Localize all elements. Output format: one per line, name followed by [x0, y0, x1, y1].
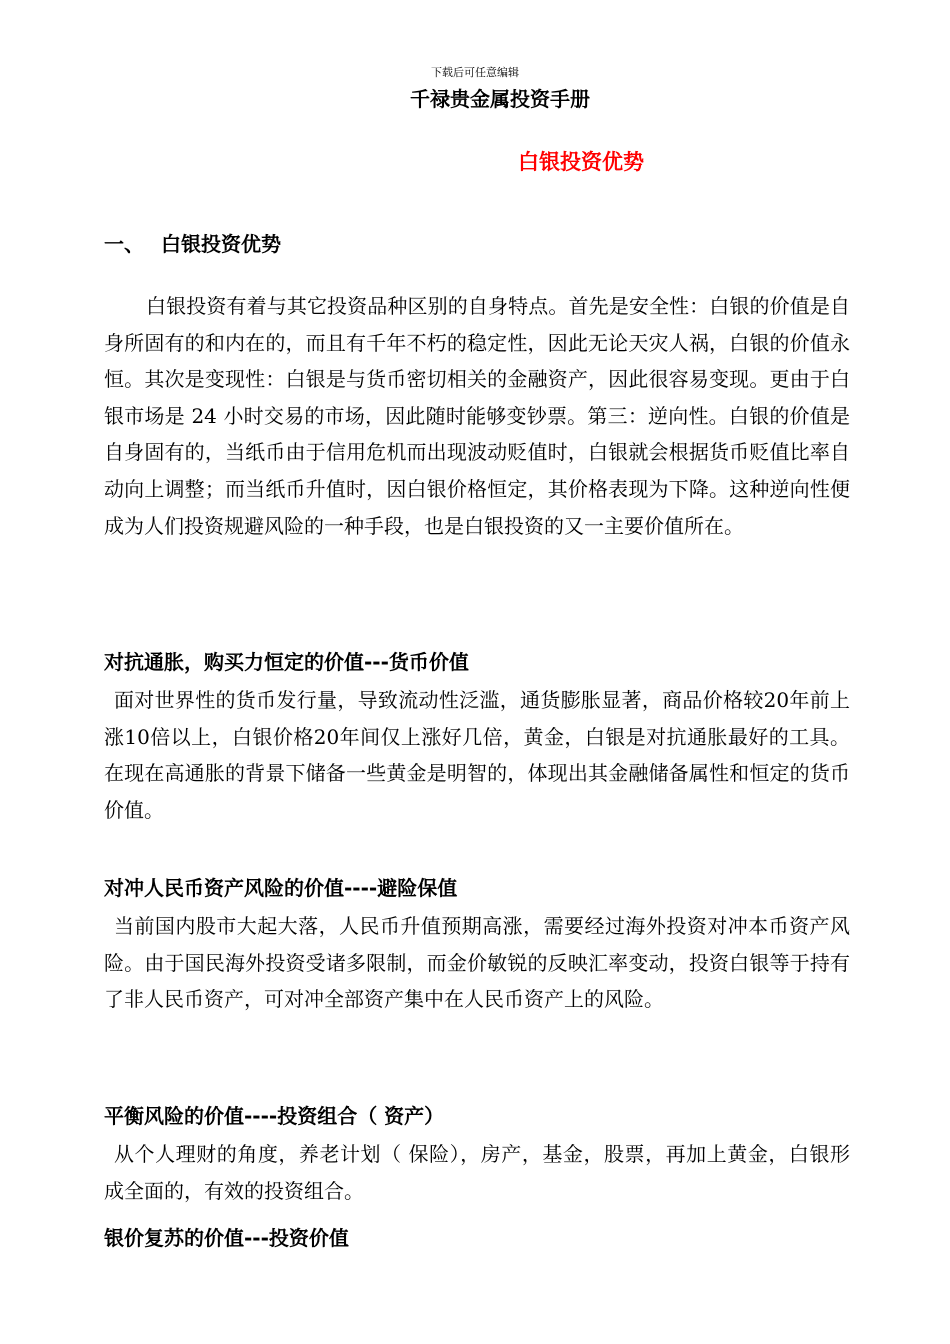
section-4-paragraph: 从个人理财的角度，养老计划（ 保险），房产，基金，股票，再加上黄金，白银形成全面的，有效的投资组合。 [104, 1142, 850, 1203]
red-subtitle: 白银投资优势 [518, 150, 644, 174]
section-3-heading: 对冲人民币资产风险的价值----避险保值 [104, 876, 458, 900]
edit-note: 下载后可任意编辑 [431, 66, 519, 79]
section-4-heading: 平衡风险的价值----投资组合（ 资产） [104, 1104, 445, 1128]
section-1-paragraph: 白银投资有着与其它投资品种区别的自身特点。首先是安全性：白银的价值是自身所固有的和内在的，而且有千年不朽的稳定性，因此无论天灾人祸，白银的价值永恒。其次是变现性：白银是与货币密切相关的金融资产，因此很容易变现。更由于白银市场是 24 小时交易的市场，因此随时能够变钞票。第三：逆向性。白银的价值是自身固有的，当纸币由于信用危机而出现波动贬值时，白银就会根据货币贬值比率自动向上调整；而当纸币升值时，因白银价格恒定，其价格表现为下降。这种逆向性便成为人们投资规避风险的一种手段，也是白银投资的又一主要价值所在。 [104, 294, 850, 538]
document-title: 千禄贵金属投资手册 [410, 87, 590, 111]
section-2-heading: 对抗通胀，购买力恒定的价值---货币价值 [104, 650, 469, 674]
section-1-heading [104, 230, 281, 258]
section-3-paragraph: 当前国内股市大起大落，人民币升值预期高涨，需要经过海外投资对冲本币资产风险。由于国民海外投资受诸多限制，而金价敏锐的反映汇率变动，投资白银等于持有了非人民币资产，可对冲全部资产集中在人民币资产上的风险。 [104, 914, 850, 1012]
section-2-paragraph: 面对世界性的货币发行量，导致流动性泛滥，通货膨胀显著，商品价格较20年前上涨10倍以上，白银价格20年间仅上涨好几倍，黄金，白银是对抗通胀最好的工具。在现在高通胀的背景下储备一些黄金是明智的，体现出其金融储备属性和恒定的货币价值。 [104, 688, 850, 822]
section-1-title: 白银投资优势 [161, 232, 281, 256]
section-5-heading: 银价复苏的价值---投资价值 [104, 1226, 349, 1250]
section-1-number: 一、 [104, 232, 144, 256]
